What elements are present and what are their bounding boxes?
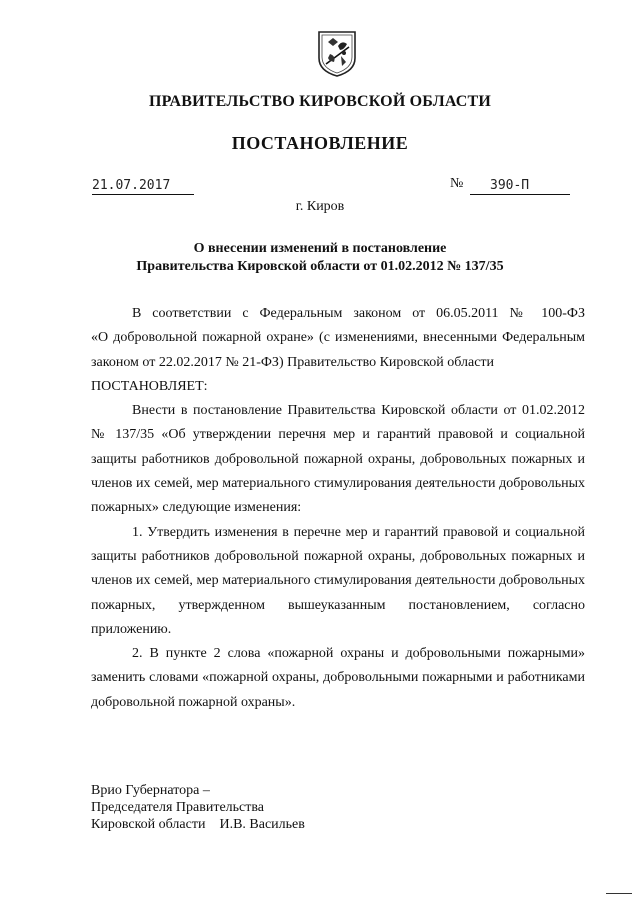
document-body [91,302,585,715]
document-subject [90,240,550,276]
document-date: 21.07.2017 [92,178,194,195]
paragraph-1-rest: «О добровольной пожарной охране» (с изменениями, внесенными Федеральным законом от 22.02.2017 № 21-ФЗ) Правительство Кировской области [91,330,585,370]
signature-line-2: Председателя Правительства [91,800,265,815]
decree-word: ПОСТАНОВЛЯЕТ: [91,378,208,394]
paragraph-1-first-line: В соответствии с Федеральным законом от 06.05.2011 № 100-ФЗ [132,306,585,321]
document-number: 390-П [470,178,570,195]
coat-of-arms-icon [316,28,358,78]
signature-block [91,782,411,833]
signature-line-1: Врио Губернатора – [91,783,210,798]
subject-line-1: О внесении изменений в постановление [193,241,447,256]
city: г. Киров [295,199,345,214]
paragraph-4: 2. В пункте 2 слова «пожарной охраны и добровольными пожарными» заменить словами «пожарной охраны, добровольными пожарными и работниками добровольной пожарной охраны». [91,646,585,710]
page-corner-mark [606,893,632,894]
signature-line-3: Кировской области И.В. Васильев [91,817,305,832]
number-sign: № [450,176,464,191]
document-kind: ПОСТАНОВЛЕНИЕ [231,133,409,153]
government-title: ПРАВИТЕЛЬСТВО КИРОВСКОЙ ОБЛАСТИ [148,93,492,110]
subject-line-2: Правительства Кировской области от 01.02.2012 № 137/35 [136,259,504,274]
paragraph-2: Внести в постановление Правительства Кировской области от 01.02.2012 № 137/35 «Об утверждении перечня мер и гарантий правовой и социальной защиты работников добровольной пожарной охраны, добровольных пожарных и членов их семей, мер материального стимулирования деятельности добровольных пожарных» следующие изменения: [91,403,585,516]
paragraph-3: 1. Утвердить изменения в перечне мер и гарантий правовой и социальной защиты работников добровольной пожарной охраны, добровольных пожарных и членов их семей, мер материального стимулирования деятельности добровольных пожарных, утвержденном вышеуказанным постановлением, согласно приложению. [91,524,585,637]
